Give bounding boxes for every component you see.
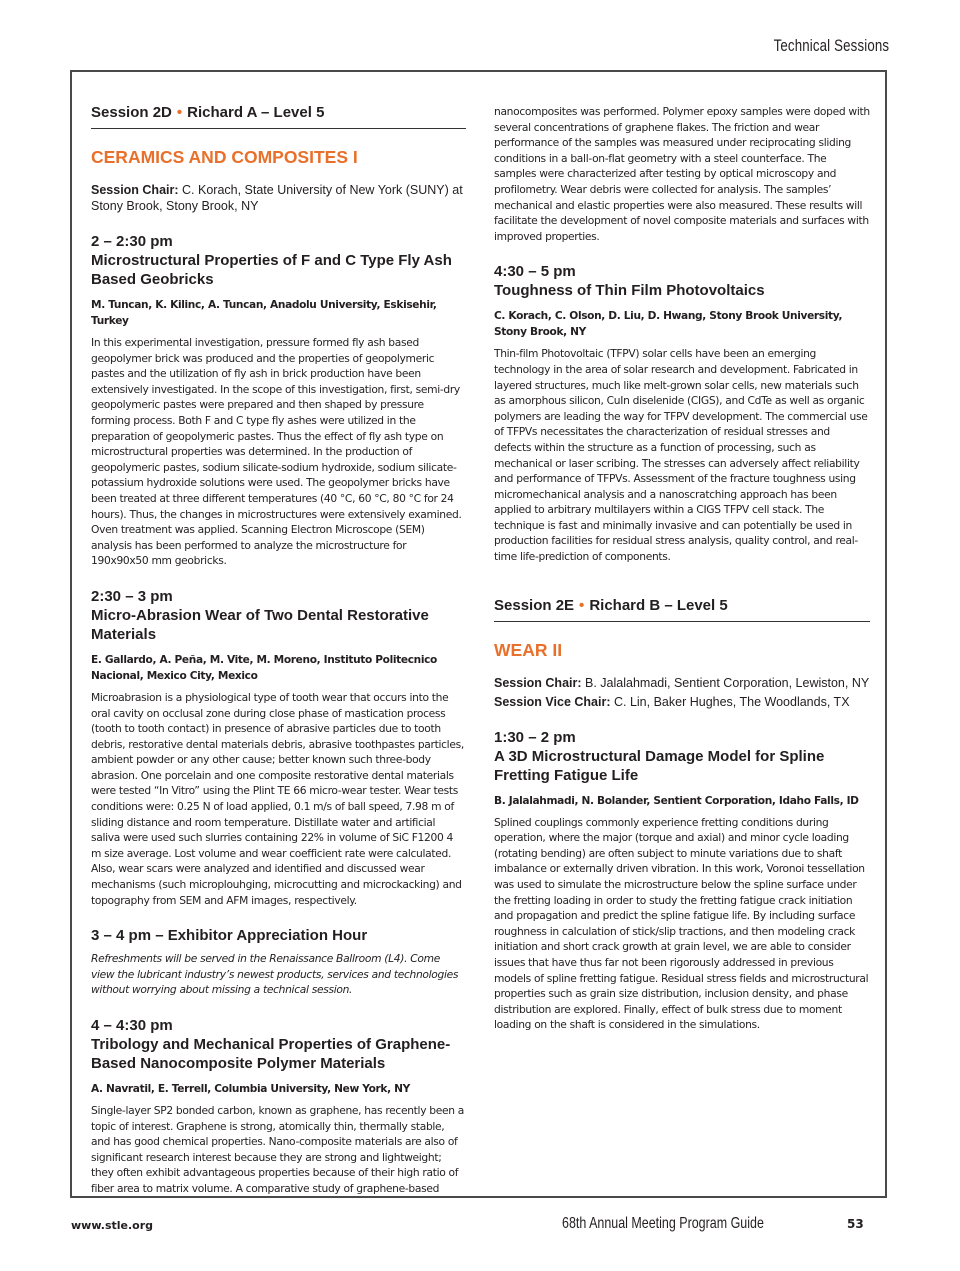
footer-guide-title: 68th Annual Meeting Program Guide: [562, 1215, 764, 1232]
chair-value: B. Jalalahmadi, Sentient Corporation, Lewiston, NY: [585, 675, 870, 690]
bullet-dot: •: [579, 596, 585, 614]
talk-abstract: In this experimental investigation, pressure formed fly ash based geopolymer brick was produced and the properties of geopolymeric pastes and the utilization of fly ash in brick production have been extensively investigated. In the scope of this investigation, first, semi-dry geopolymeric pastes were prepared and then shaped by pressure forming process. Both F and C type fly ashes were utilized in the preparation of geopolymeric pastes. Thus the effect of fly ash type on microstructural properties was determined. In the production of geopolymeric pastes, sodium silicate-sodium hydroxide, sodium silicate-potassium hydroxide solutions were used. The geopolymer bricks have been treated at three different temperatures (40 °C, 60 °C, 80 °C for 24 hours). Thus, the changes in microstructures were extensively examined. Oven treatment was applied. Scanning Electron Microscope (SEM) analysis has been performed to analyze the microstructure for 190x90x50 mm geobricks.: [91, 336, 462, 568]
talk-authors: A. Navratil, E. Terrell, Columbia University, New York, NY: [91, 1083, 410, 1095]
talk-6: [494, 728, 870, 1033]
session-chair: [494, 675, 870, 691]
session-heading-2e: [494, 593, 870, 622]
chair-label: Session Chair:: [494, 675, 582, 690]
session-vice-chair: [494, 694, 870, 710]
talk-title: A 3D Microstructural Damage Model for Spline Fretting Fatigue Life: [494, 747, 825, 784]
right-column: [494, 104, 870, 1033]
session-room: Richard A – Level 5: [187, 104, 325, 121]
vice-chair-value: C. Lin, Baker Hughes, The Woodlands, TX: [613, 694, 850, 709]
left-column: [91, 100, 466, 1197]
talk-abstract: Thin-film Photovoltaic (TFPV) solar cells have been an emerging technology in the area of solar research and development. Fabricated in layered structures, much like melt-grown solar cells, new materials such as amorphous silicon, CuIn diselenide (CIGS), and CdTe as well as organic polymers are leading the way for TFPV development. The commercial use of TFPVs necessitates the characterization of residual stresses and defects within the structure as a function of processing, such as mechanical or laser scribing. The stresses can adversely affect reliability and performance of TFPVs. Assessment of the fracture toughness using micromechanical analysis and a nanoscratching approach has been applied to arbitrary multilayers within a CIGS TFPV cell stack. The technique is fast and minimally invasive and can potentially be used in production facilities for residual stress analysis, quality control, and real-time life-prediction of components.: [494, 347, 868, 564]
talk-2: [91, 587, 466, 908]
session-name: Session 2E: [494, 596, 575, 614]
talk-time: 4:30 – 5 pm: [494, 263, 576, 281]
talk-title: Micro-Abrasion Wear of Two Dental Restorative Materials: [91, 606, 429, 643]
talk-authors: M. Tuncan, K. Kilinc, A. Tuncan, Anadolu University, Eskisehir, Turkey: [91, 299, 437, 327]
session-name: Session 2D: [91, 104, 172, 121]
chair-label: Session Chair:: [91, 183, 179, 197]
talk-time: 2 – 2:30 pm: [91, 233, 173, 250]
talk-5: [494, 262, 870, 564]
session-room: Richard B – Level 5: [589, 596, 728, 614]
talk-title: Tribology and Mechanical Properties of Graphene-Based Nanocomposite Polymer Materials: [91, 1036, 451, 1072]
talk-abstract: Single-layer SP2 bonded carbon, known as graphene, has recently been a topic of interest. Graphene is strong, atomically thin, thermally stable, and has good chemical properties. Nano-composite materials are also of significant research interest because they are strong and lightweight; they often exhibit advantageous properties because of their high ratio of fiber area to matrix volume. A comparative study of graphene-based: [91, 1104, 465, 1195]
talk-abstract: Microabrasion is a physiological type of tooth wear that occurs into the oral cavity on occlusal zone during close phase of mastication process (tooth to tooth contact) in presence of abrasive particles due to tooth debris, restorative dental materials debris, abrasive toothpastes particles, ambient powder or any other cause; better known such three-body abrasion. One porcelain and one composite restorative dental materials were tested “In Vitro” using the Plint TE 66 micro-wear tester. Wear tests conditions were: 0.25 N of load applied, 0.1 m/s of ball speed, 7.98 m of sliding distance and room temperature. Distillate water and artificial saliva were used such slurries containing 22% in volume of SiC F1200 4 m size average. Lost volume and wear coefficient rate were calculated. Also, wear scars were analyzed and identified and discussed wear mechanisms (such microplouhging, microcutting and microckacking) and topography from SEM and AFM images, respectively.: [91, 690, 464, 907]
exhibitor-heading: 3 – 4 pm – Exhibitor Appreciation Hour: [91, 927, 368, 945]
talk-authors: E. Gallardo, A. Peña, M. Vite, M. Moreno, Instituto Politecnico Nacional, Mexico City, Mexico: [91, 653, 437, 682]
session-heading-2d: [91, 100, 466, 129]
talk-1: [91, 232, 466, 569]
running-header: Technical Sessions: [773, 36, 889, 55]
talk-authors: C. Korach, C. Olson, D. Liu, D. Hwang, Stony Brook University, Stony Brook, NY: [494, 310, 843, 339]
talk-time: 4 – 4:30 pm: [91, 1017, 173, 1034]
talk-time: 1:30 – 2 pm: [494, 728, 576, 746]
chair-value: C. Korach, State University of New York (SUNY) at Stony Brook, Stony Brook, NY: [91, 183, 463, 213]
talk-title: Microstructural Properties of F and C Type Fly Ash Based Geobricks: [91, 252, 452, 288]
session-chair: [91, 182, 466, 214]
section-title: CERAMICS AND COMPOSITES I: [91, 147, 358, 167]
talk-4: [91, 1016, 466, 1197]
talk-time: 2:30 – 3 pm: [91, 587, 173, 605]
section-title: WEAR II: [494, 639, 563, 660]
page-number: 53: [847, 1217, 864, 1231]
talk-abstract: Splined couplings commonly experience fretting conditions during operation, where the major (torque and axial) and minor cycle loading (rotating bending) are often subject to minute variations due to shaft imbalance or externally driven vibration. In this work, Voronoi tessellation was used to simulate the microstructure below the spline surface under the fretting loading in order to study the fretting fatigue crack initiation and propagation and predict the spline fatigue life. By including surface roughness in calculation of stick/slip tractions, and then modeling crack initiation and short crack growth at grain level, we are able to consider issues that have thus far not been rigorously addressed in previous models of spline fretting fatigue. Residual stress fields and microstructural properties such as grain size distribution, inclusion density, and phase distribution are explored. Finally, effect of bulk stress due to moment loading on the shaft is considered in the simulations.: [494, 815, 869, 1032]
talk-title: Toughness of Thin Film Photovoltaics: [494, 282, 765, 300]
exhibitor-text: Refreshments will be served in the Renaissance Ballroom (L4). Come view the lubricant industry’s newest products, services and technologies without worrying about missing a technical session.: [91, 952, 459, 997]
vice-chair-label: Session Vice Chair:: [494, 694, 611, 709]
continued-abstract: nanocomposites was performed. Polymer epoxy samples were doped with several concentrations of graphene flakes. The friction and wear performance of the samples was measured under reciprocating sliding conditions in a ball-on-flat geometry with a steel counterface. The samples were characterized after testing by optical microscopy and profilometry. Wear debris were collected for analysis. The samples’ mechanical and elastic properties were also measured. These results will facilitate the development of novel composite materials and surfaces with improved properties.: [494, 105, 870, 243]
talk-authors: B. Jalalahmadi, N. Bolander, Sentient Corporation, Idaho Falls, ID: [494, 794, 859, 807]
exhibitor-hour: [91, 926, 466, 998]
footer-url-link[interactable]: www.stle.org: [71, 1219, 154, 1232]
bullet-dot: •: [176, 104, 183, 121]
